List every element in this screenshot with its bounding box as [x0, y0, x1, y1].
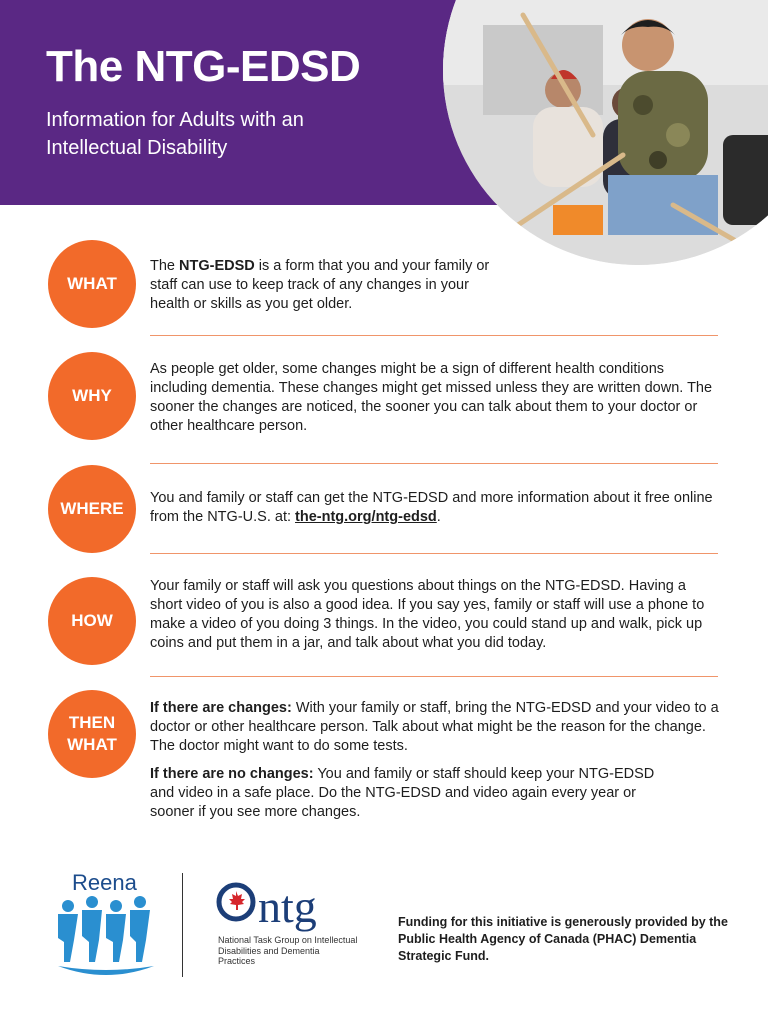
changes-text: With your family or staff, bring the NTG-EDSD and your video to a doctor or other healthcare person. Talk about what might be the reason for the change. The doctor might want to do some tests. — [150, 700, 719, 754]
why-text: As people get older, some changes might be a sign of different health conditions including dementia. These changes might get missed unless they are written down. The sooner the changes are noticed, the sooner you can talk about them to your doctor or other healthcare person. — [150, 361, 713, 434]
page-subtitle: Information for Adults with an Intellectual Disability — [46, 109, 304, 159]
then-what-no-changes — [150, 765, 680, 822]
divider — [150, 335, 718, 336]
where-text-post: . — [436, 509, 441, 525]
ntg-maple-leaf-icon — [216, 882, 256, 922]
divider — [150, 463, 718, 464]
what-text-pre: The — [150, 258, 180, 274]
what-text — [150, 257, 510, 314]
why-badge: WHY — [48, 352, 136, 440]
what-badge: WHAT — [48, 240, 136, 328]
reena-people-icon — [54, 896, 158, 978]
ntg-logo-text: ntg — [258, 881, 317, 932]
photo-illustration — [443, 0, 768, 265]
funding-statement: Funding for this initiative is generously provided by the Public Health Agency of Canada (PHAC) Dementia Strategic Fund. — [398, 915, 728, 963]
footer-divider — [182, 873, 183, 977]
ntg-edsd-link[interactable]: the-ntg.org/ntg-edsd — [295, 509, 437, 525]
divider — [150, 553, 718, 554]
divider — [150, 676, 718, 677]
where-text — [150, 489, 722, 527]
where-badge: WHERE — [48, 465, 136, 553]
changes-bold: If there are changes: — [150, 700, 292, 716]
no-changes-text: You and family or staff should keep your NTG-EDSD and video in a safe place. Do the NTG-EDSD and video again every year or sooner if you see more changes. — [150, 766, 655, 820]
then-what-changes — [150, 699, 722, 756]
reena-logo-text: Reena — [72, 870, 137, 895]
how-badge: HOW — [48, 577, 136, 665]
then-what-badge: THEN WHAT — [48, 690, 136, 778]
page-title: The NTG-EDSD — [46, 42, 361, 91]
what-text-post: is a form that you and your family or staff can use to keep track of any changes in your health or skills as you get older. — [150, 258, 490, 312]
header-photo — [443, 0, 768, 265]
no-changes-bold: If there are no changes: — [150, 766, 314, 782]
ntg-description: National Task Group on Intellectual Disabilities and Dementia Practices — [218, 935, 358, 966]
where-text-pre: You and family or staff can get the NTG-EDSD and more information about it free online from the NTG-U.S. at: — [150, 490, 713, 525]
what-text-bold: NTG-EDSD — [179, 258, 255, 274]
how-text: Your family or staff will ask you questions about things on the NTG-EDSD. Having a short video of you is also a good idea. If you say yes, family or staff will use a phone to make a video of you doing 3 things. In the video, you could stand up and walk, pick up coins and put them in a jar, and talk about what you did today. — [150, 578, 705, 651]
